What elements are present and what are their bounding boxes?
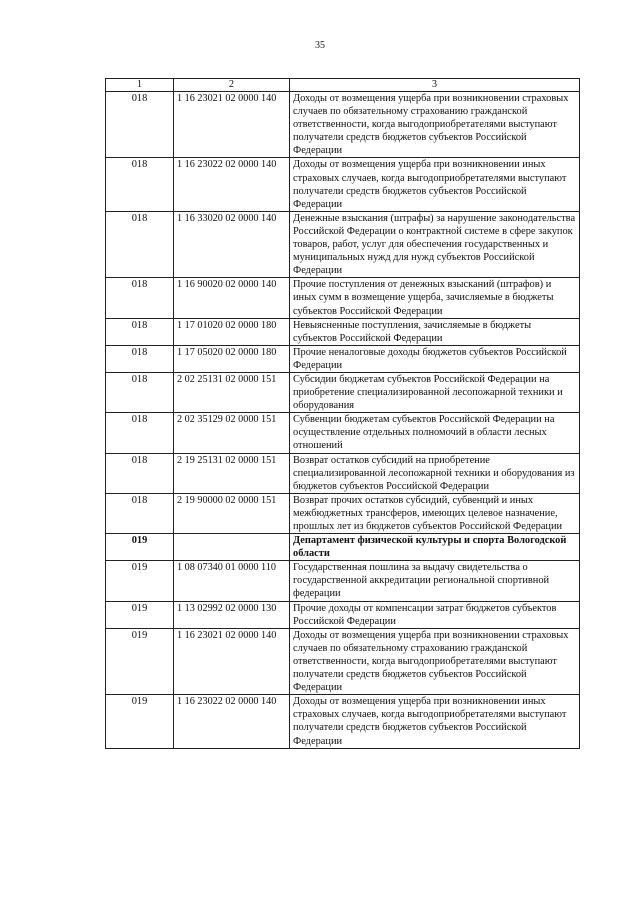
admin-code-cell: 018 xyxy=(106,278,174,318)
revenue-name-cell: Возврат остатков субсидий на приобретение специализированной лесопожарной техники и оборудования из бюджетов субъектов Российской Федерации xyxy=(290,453,580,493)
table-row xyxy=(106,318,580,345)
budget-classification-code-cell: 1 08 07340 01 0000 110 xyxy=(174,561,290,601)
table-row xyxy=(106,453,580,493)
table-row xyxy=(106,345,580,372)
revenue-name-cell: Доходы от возмещения ущерба при возникновении страховых случаев по обязательному страхованию гражданской ответственности, когда выгодоприобретателями выступают получатели средств бюджетов субъектов Российской Федерации xyxy=(290,628,580,694)
admin-code-cell: 018 xyxy=(106,211,174,277)
admin-code-cell: 019 xyxy=(106,601,174,628)
table-header-row xyxy=(106,79,580,92)
admin-code-cell: 018 xyxy=(106,372,174,412)
budget-classification-code-cell: 2 19 25131 02 0000 151 xyxy=(174,453,290,493)
admin-code-cell: 018 xyxy=(106,158,174,211)
column-header-1: 1 xyxy=(106,79,174,92)
page-number: 35 xyxy=(315,40,325,51)
admin-code-cell: 018 xyxy=(106,318,174,345)
budget-classification-code-cell: 1 16 23021 02 0000 140 xyxy=(174,628,290,694)
table-row xyxy=(106,158,580,211)
revenue-name-cell: Субвенции бюджетам субъектов Российской Федерации на осуществление отдельных полномочий в области лесных отношений xyxy=(290,413,580,453)
admin-code-cell: 019 xyxy=(106,628,174,694)
admin-code-cell: 019 xyxy=(106,534,174,561)
table-row xyxy=(106,695,580,748)
table-row xyxy=(106,92,580,158)
revenue-name-cell: Государственная пошлина за выдачу свидетельства о государственной аккредитации региональной спортивной федерации xyxy=(290,561,580,601)
budget-classification-code-cell: 1 16 23021 02 0000 140 xyxy=(174,92,290,158)
budget-classification-code-cell: 1 17 01020 02 0000 180 xyxy=(174,318,290,345)
admin-code-cell: 018 xyxy=(106,493,174,533)
revenue-name-cell: Прочие доходы от компенсации затрат бюджетов субъектов Российской Федерации xyxy=(290,601,580,628)
budget-classification-code-cell: 1 16 33020 02 0000 140 xyxy=(174,211,290,277)
budget-classification-code-cell: 2 02 35129 02 0000 151 xyxy=(174,413,290,453)
budget-classification-code-cell: 1 13 02992 02 0000 130 xyxy=(174,601,290,628)
department-row xyxy=(106,534,580,561)
budget-classification-code-cell: 1 17 05020 02 0000 180 xyxy=(174,345,290,372)
revenue-codes-table xyxy=(105,78,580,749)
table-row xyxy=(106,493,580,533)
revenue-name-cell: Прочие неналоговые доходы бюджетов субъектов Российской Федерации xyxy=(290,345,580,372)
table-row xyxy=(106,278,580,318)
table-row xyxy=(106,211,580,277)
admin-code-cell: 018 xyxy=(106,345,174,372)
admin-code-cell: 019 xyxy=(106,561,174,601)
table-row xyxy=(106,628,580,694)
table-row xyxy=(106,413,580,453)
column-header-2: 2 xyxy=(174,79,290,92)
revenue-name-cell: Возврат прочих остатков субсидий, субвенций и иных межбюджетных трансферов, имеющих целевое назначение, прошлых лет из бюджетов субъектов Российской Федерации xyxy=(290,493,580,533)
table-row xyxy=(106,372,580,412)
revenue-name-cell: Доходы от возмещения ущерба при возникновении иных страховых случаев, когда выгодоприобретателями выступают получатели средств бюджетов субъектов Российской Федерации xyxy=(290,695,580,748)
budget-classification-code-cell: 2 19 90000 02 0000 151 xyxy=(174,493,290,533)
revenue-name-cell: Субсидии бюджетам субъектов Российской Федерации на приобретение специализированной лесопожарной техники и оборудования xyxy=(290,372,580,412)
table-row xyxy=(106,601,580,628)
revenue-name-cell: Департамент физической культуры и спорта Вологодской области xyxy=(290,534,580,561)
admin-code-cell: 018 xyxy=(106,413,174,453)
budget-classification-code-cell: 1 16 23022 02 0000 140 xyxy=(174,695,290,748)
revenue-name-cell: Невыясненные поступления, зачисляемые в бюджеты субъектов Российской Федерации xyxy=(290,318,580,345)
admin-code-cell: 019 xyxy=(106,695,174,748)
revenue-name-cell: Доходы от возмещения ущерба при возникновении иных страховых случаев, когда выгодоприобретателями выступают получатели средств бюджетов субъектов Российской Федерации xyxy=(290,158,580,211)
budget-classification-code-cell: 1 16 90020 02 0000 140 xyxy=(174,278,290,318)
column-header-3: 3 xyxy=(290,79,580,92)
budget-classification-code-cell: 1 16 23022 02 0000 140 xyxy=(174,158,290,211)
table-row xyxy=(106,561,580,601)
admin-code-cell: 018 xyxy=(106,92,174,158)
revenue-name-cell: Доходы от возмещения ущерба при возникновении страховых случаев по обязательному страхованию гражданской ответственности, когда выгодоприобретателями выступают получатели средств бюджетов субъектов Российской Федерации xyxy=(290,92,580,158)
table-body xyxy=(106,92,580,749)
admin-code-cell: 018 xyxy=(106,453,174,493)
budget-classification-code-cell: 2 02 25131 02 0000 151 xyxy=(174,372,290,412)
revenue-name-cell: Денежные взыскания (штрафы) за нарушение законодательства Российской Федерации о контрактной системе в сфере закупок товаров, работ, услуг для обеспечения государственных и муниципальных нужд для нужд субъектов Российской Федерации xyxy=(290,211,580,277)
revenue-name-cell: Прочие поступления от денежных взысканий (штрафов) и иных сумм в возмещение ущерба, зачисляемые в бюджеты субъектов Российской Федерации xyxy=(290,278,580,318)
budget-classification-code-cell xyxy=(174,534,290,561)
